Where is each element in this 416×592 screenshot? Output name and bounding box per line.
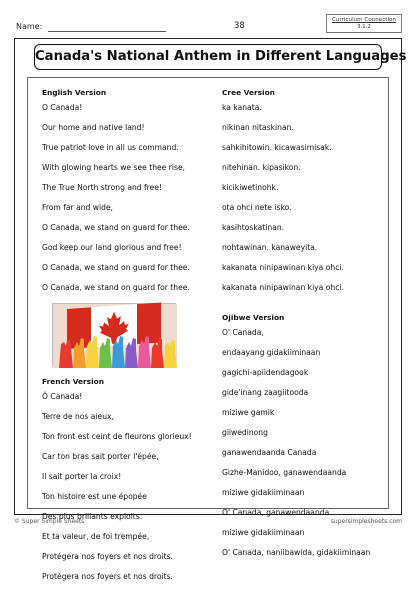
- name-input-line[interactable]: [48, 31, 166, 32]
- worksheet-header: [12, 12, 404, 40]
- french-line: Des plus brillants exploits.: [42, 512, 143, 521]
- curriculum-connection-code: 3.1.2: [357, 24, 371, 30]
- french-line: Il sait porter la croix!: [42, 472, 122, 481]
- page-number: 38: [234, 21, 245, 31]
- cree-section: [222, 88, 386, 293]
- french-heading: French Version: [42, 377, 104, 386]
- ojibwe-heading: Ojibwe Version: [222, 313, 285, 322]
- french-line: Et ta valeur, de foi trempée,: [42, 532, 150, 541]
- ojibwe-line: gide'inang zaagiitooda: [222, 388, 309, 397]
- ojibwe-line: O' Canada, ganawendaanda: [222, 508, 330, 517]
- cree-line: ota ohci nete isko.: [222, 203, 292, 212]
- right-column: [222, 88, 386, 568]
- curriculum-connection-box: [326, 14, 402, 33]
- cree-line: kakanata ninipawinan kiya ohci.: [222, 283, 344, 292]
- ojibwe-line: O' Canada, naniibawida, gidakiiminaan: [222, 548, 371, 557]
- french-line: Protégera nos foyers et nos droits.: [42, 572, 173, 581]
- french-line: Car ton bras sait porter l'épée,: [42, 452, 159, 461]
- english-line: With glowing hearts we see thee rise,: [42, 163, 186, 172]
- canada-flag-hands-image: [52, 303, 176, 367]
- english-line: O Canada!: [42, 103, 83, 112]
- french-line: Ton front est ceint de fleurons glorieux!: [42, 432, 192, 441]
- english-line: God keep our land glorious and free!: [42, 243, 182, 252]
- cree-heading: Cree Version: [222, 88, 275, 97]
- french-line: Terre de nos aieux,: [42, 412, 114, 421]
- french-line: Ô Canada!: [42, 392, 83, 401]
- cree-line: nitehinan. kipasikon.: [222, 163, 301, 172]
- french-section: [42, 377, 218, 582]
- english-line: True patriot love in all us command.: [42, 143, 179, 152]
- left-column: [42, 88, 218, 592]
- english-heading: English Version: [42, 88, 107, 97]
- cree-line: kakanata ninipawinan kiya ohci.: [222, 263, 344, 272]
- ojibwe-line: Gizhe-Manidoo, ganawendaanda: [222, 468, 347, 477]
- english-section: [42, 88, 218, 293]
- ojibwe-line: ganawendaanda Canada: [222, 448, 317, 457]
- ojibwe-line: miziwe gidakiiminaan: [222, 488, 305, 497]
- cree-line: nohtawinan. kanaweyita.: [222, 243, 318, 252]
- ojibwe-line: miziwe gidakiiminaan: [222, 528, 305, 537]
- french-line: Protégera nos foyers et nos droits.: [42, 552, 173, 561]
- french-line: Ton histoire est une épopée: [42, 492, 147, 501]
- footer-copyright: © Super Simple Sheets: [14, 518, 85, 525]
- ojibwe-line: miziwe gamik: [222, 408, 275, 417]
- ojibwe-line: gagichi-apiidendagook: [222, 368, 309, 377]
- english-line: From far and wide,: [42, 203, 114, 212]
- english-line: O Canada, we stand on guard for thee.: [42, 283, 190, 292]
- cree-line: sahkihitowin. kicawasimisak.: [222, 143, 332, 152]
- curriculum-connection-title: Curriculum Connection: [331, 17, 397, 23]
- english-line: O Canada, we stand on guard for thee.: [42, 263, 190, 272]
- flag-hands-illustration: [53, 304, 177, 368]
- english-line: The True North strong and free!: [42, 183, 163, 192]
- english-line: Our home and native land!: [42, 123, 145, 132]
- cree-line: nikinan nitaskinan.: [222, 123, 294, 132]
- ojibwe-line: O' Canada,: [222, 328, 264, 337]
- ojibwe-line: giiwedinong: [222, 428, 268, 437]
- footer-website: supersimplesheets.com: [330, 518, 402, 525]
- cree-line: kicikiwetinohk.: [222, 183, 279, 192]
- ojibwe-line: endaayang gidakiiminaan: [222, 348, 321, 357]
- name-label: Name:: [16, 22, 43, 31]
- english-line: O Canada, we stand on guard for thee.: [42, 223, 190, 232]
- cree-line: kasihtoskatinan.: [222, 223, 285, 232]
- cree-line: ka kanata.: [222, 103, 262, 112]
- page-title: Canada's National Anthem in Different Languages: [34, 44, 382, 70]
